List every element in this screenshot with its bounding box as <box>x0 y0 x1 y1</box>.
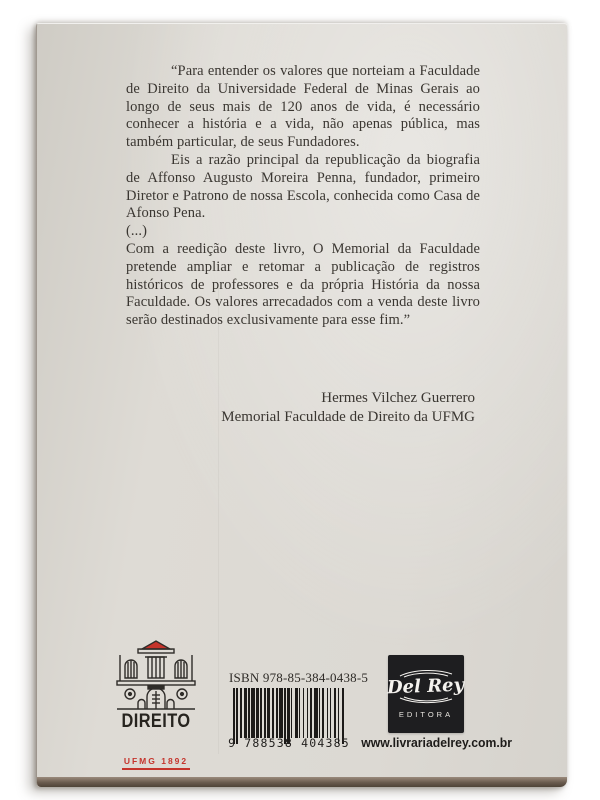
book-back-cover <box>36 23 567 787</box>
delrey-logo-name: Del Rey <box>387 674 465 699</box>
isbn-label: ISBN 978-85-384-0438-5 <box>229 670 369 685</box>
isbn-block <box>228 670 369 750</box>
attribution-author: Hermes Vilchez Guerrero <box>321 390 475 406</box>
quote-paragraph: Com a reedição deste livro, O Memorial da Faculdade pretende ampliar e retomar a publicação de registros históricos de professores e da própria História da nossa Faculdade. Os valores arrecadados com a venda deste livro serão destinados exclusivamente para esse fim.” <box>126 240 480 329</box>
barcode-digits: 9 788538 404385 <box>228 736 350 750</box>
direito-logo-subtitle: UFMG 1892 <box>122 756 190 770</box>
direito-logo-title: DIREITO <box>121 711 191 732</box>
attribution <box>126 389 475 426</box>
publisher-website-url: www.livrariadelrey.com.br <box>361 735 512 750</box>
delrey-editora-label: EDITORA <box>398 710 454 719</box>
law-school-building-icon <box>115 640 197 710</box>
quote-paragraph: Eis a razão principal da republicação da biografia de Affonso Augusto Moreira Penna, fundador, primeiro Diretor e Patrono de nossa Escola, conhecida como Casa de Afonso Pena. <box>126 151 480 222</box>
cover-crease <box>218 284 219 754</box>
quote-text <box>126 63 480 330</box>
quote-paragraph: (...) <box>126 223 148 240</box>
book-bottom-edge <box>37 777 567 787</box>
direito-ufmg-logo <box>112 640 200 770</box>
delrey-publisher-logo <box>388 655 464 733</box>
attribution-organization: Memorial Faculdade de Direito da UFMG <box>221 408 475 425</box>
quote-paragraph: “Para entender os valores que norteiam a Faculdade de Direito da Universidade Federal de Minas Gerais ao longo de seus mais de 120 anos de vida, é necessário conhecer a história e a vida, não apenas pública, mas também particular, de seus Fundadores. <box>126 63 480 151</box>
